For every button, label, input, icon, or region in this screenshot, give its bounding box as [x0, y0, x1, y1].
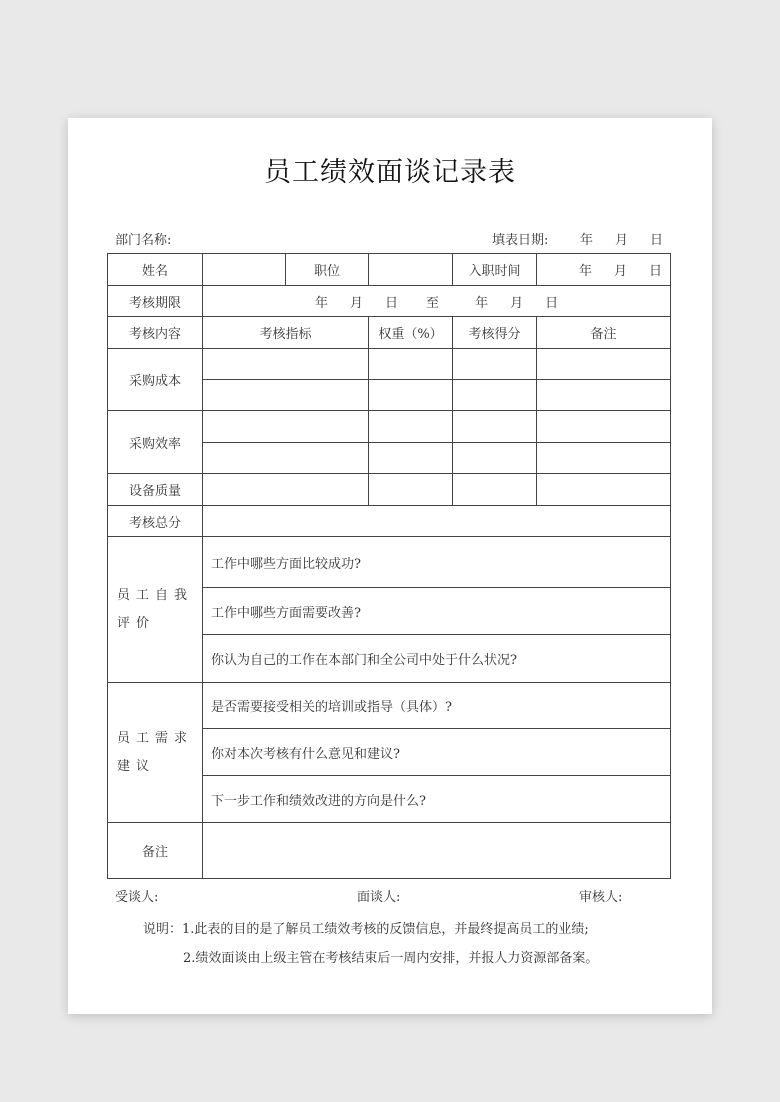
note-line-2: 2.绩效面谈由上级主管在考核结束后一周内安排，并报人力资源部备案。 [183, 951, 599, 966]
col-content: 考核内容 [108, 317, 203, 349]
period-label: 考核期限 [108, 286, 203, 317]
page-title: 员工绩效面谈记录表 [264, 157, 516, 188]
performance-interview-table [107, 253, 671, 879]
remark-cell[interactable] [537, 349, 671, 380]
period-start-day: 日 [385, 295, 399, 311]
position-field[interactable] [369, 254, 453, 286]
score-cell[interactable] [453, 474, 537, 506]
indicator-cell[interactable] [203, 349, 369, 380]
period-end-month: 月 [510, 295, 524, 311]
col-score: 考核得分 [453, 317, 537, 349]
weight-cell[interactable] [369, 411, 453, 443]
entry-year: 年 [578, 264, 592, 279]
period-end-day: 日 [545, 295, 559, 311]
name-label: 姓名 [108, 254, 203, 286]
entry-date-label: 入职时间 [453, 254, 537, 286]
entry-day: 日 [649, 264, 663, 279]
needs-question-3[interactable]: 下一步工作和绩效改进的方向是什么? [203, 776, 671, 823]
weight-cell[interactable] [369, 443, 453, 474]
weight-cell[interactable] [369, 380, 453, 411]
needs-question-2[interactable]: 你对本次考核有什么意见和建议? [203, 729, 671, 776]
interviewer-signature-label: 面谈人: [357, 890, 401, 905]
position-label: 职位 [286, 254, 369, 286]
remark-cell[interactable] [537, 411, 671, 443]
needs-row [108, 683, 671, 729]
fill-date-month: 月 [615, 233, 629, 248]
total-score-label: 考核总分 [108, 506, 203, 537]
col-weight: 权重（%） [369, 317, 453, 349]
category-purchase-efficiency: 采购效率 [108, 411, 203, 474]
indicator-cell[interactable] [203, 380, 369, 411]
row-remark [108, 823, 671, 879]
table-row [108, 411, 671, 443]
needs-label: 员工需求建议 [108, 683, 203, 823]
entry-month: 月 [613, 264, 627, 279]
score-cell[interactable] [453, 411, 537, 443]
period-end-year: 年 [475, 295, 489, 311]
dept-name-label: 部门名称: [115, 233, 172, 248]
indicator-cell[interactable] [203, 411, 369, 443]
row-total-score [108, 506, 671, 537]
self-eval-label: 员工自我评价 [108, 537, 203, 683]
remark-field[interactable] [203, 823, 671, 879]
fill-date-year: 年 [580, 233, 594, 248]
name-field[interactable] [203, 254, 286, 286]
entry-date-field[interactable] [537, 254, 671, 286]
period-field[interactable] [203, 286, 671, 317]
period-start-year: 年 [315, 295, 329, 311]
fill-date-label: 填表日期: [492, 233, 549, 248]
weight-cell[interactable] [369, 474, 453, 506]
col-remark: 备注 [537, 317, 671, 349]
remark-cell[interactable] [537, 474, 671, 506]
total-score-field[interactable] [203, 506, 671, 537]
category-purchase-cost: 采购成本 [108, 349, 203, 411]
self-eval-question-1[interactable]: 工作中哪些方面比较成功? [203, 537, 671, 588]
col-indicator: 考核指标 [203, 317, 369, 349]
row-basic-info [108, 254, 671, 286]
fill-date-day: 日 [650, 233, 664, 248]
interviewee-signature-label: 受谈人: [115, 890, 159, 905]
note-line-1: 说明：1.此表的目的是了解员工绩效考核的反馈信息，并最终提高员工的业绩; [143, 922, 589, 937]
remark-cell[interactable] [537, 380, 671, 411]
needs-question-1[interactable]: 是否需要接受相关的培训或指导（具体）? [203, 683, 671, 729]
score-cell[interactable] [453, 443, 537, 474]
remark-cell[interactable] [537, 443, 671, 474]
row-column-headers [108, 317, 671, 349]
indicator-cell[interactable] [203, 443, 369, 474]
table-row [108, 474, 671, 506]
remark-label: 备注 [108, 823, 203, 879]
self-eval-question-3[interactable]: 你认为自己的工作在本部门和全公司中处于什么状况? [203, 635, 671, 683]
reviewer-signature-label: 审核人: [579, 890, 623, 905]
period-to: 至 [426, 295, 440, 311]
period-start-month: 月 [350, 295, 364, 311]
indicator-cell[interactable] [203, 474, 369, 506]
category-equipment-quality: 设备质量 [108, 474, 203, 506]
row-period [108, 286, 671, 317]
score-cell[interactable] [453, 380, 537, 411]
self-eval-question-2[interactable]: 工作中哪些方面需要改善? [203, 588, 671, 635]
table-row [108, 349, 671, 380]
score-cell[interactable] [453, 349, 537, 380]
weight-cell[interactable] [369, 349, 453, 380]
self-eval-row [108, 537, 671, 588]
